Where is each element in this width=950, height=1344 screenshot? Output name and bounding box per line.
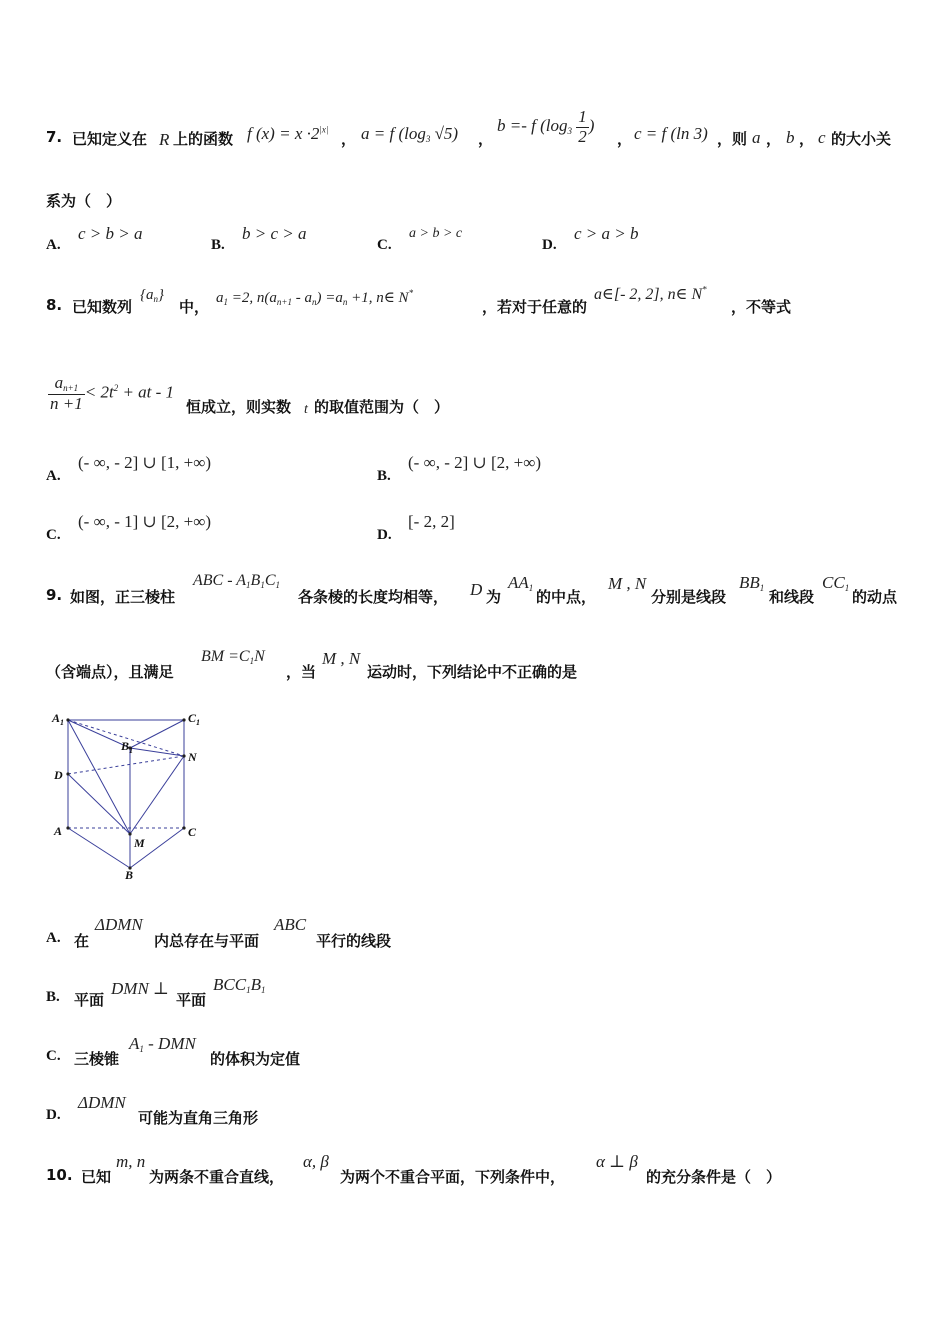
q9-cc1: $CC_1$ bbox=[822, 573, 850, 593]
q7-option-c-label[interactable]: C. bbox=[377, 237, 392, 253]
q8-number: 8. bbox=[46, 296, 63, 314]
q9-var-D: D bbox=[470, 580, 483, 599]
q9-text-6: 和线段 bbox=[769, 588, 815, 606]
q7-text-1: 已知定义在 bbox=[72, 130, 148, 148]
q8-condition: a∈[- 2, 2], n∈ N* bbox=[594, 284, 707, 303]
label-C1: $C_1$ bbox=[188, 711, 201, 727]
q9-mn: M , N bbox=[608, 574, 647, 593]
q9-option-d-expr[interactable]: ΔDMN bbox=[78, 1093, 126, 1112]
q8-option-a-label[interactable]: A. bbox=[46, 468, 61, 484]
q10-text-1: 已知 bbox=[81, 1168, 112, 1186]
q9-option-a-label[interactable]: A. bbox=[46, 930, 61, 946]
q9-text-2: 各条棱的长度均相等， bbox=[298, 588, 449, 606]
q8-option-b[interactable]: (- ∞, - 2] ∪ [2, +∞) bbox=[408, 453, 542, 472]
q8-text-4: ，不等式 bbox=[731, 298, 792, 316]
q8-sequence: $\{a_n\}$ bbox=[140, 287, 164, 304]
q7-text-2: 上的函数 bbox=[173, 130, 234, 148]
q8-option-a[interactable]: (- ∞, - 2] ∪ [1, +∞) bbox=[78, 453, 212, 472]
label-A1: $A_1$ bbox=[52, 711, 65, 727]
q9-equation: BM $=C_1N$ bbox=[201, 648, 265, 666]
q8-option-b-label[interactable]: B. bbox=[377, 468, 391, 484]
q7-option-b[interactable]: b > c > a bbox=[242, 224, 307, 243]
q7-f-def: f $(x) = x \cdot 2^{|x|}$ bbox=[247, 124, 329, 143]
q7-b-fraction: $\frac{1}{2}$ bbox=[578, 107, 587, 146]
q9-text-8: （含端点），且满足 bbox=[46, 663, 174, 681]
q8-inequality: $\frac{a_{n+1}}{n +1}$ < $2t^2$ + at - 1 bbox=[50, 373, 175, 413]
q9-option-c-post[interactable]: 的体积为定值 bbox=[210, 1050, 301, 1068]
q8-recurrence: $a_1 =2$, $n(a_{n+1} - a_n) =a_n +1$, n∈ N* bbox=[216, 288, 414, 307]
q9-prism: ABC - $A_1B_1C_1$ bbox=[193, 572, 280, 590]
q8-inequality-fraction: $\frac{a_{n+1}}{n +1}$ bbox=[50, 373, 83, 413]
q7-text-4: 的大小关 bbox=[831, 130, 892, 148]
q8-text-2: 中， bbox=[179, 298, 210, 316]
q9-option-d-post[interactable]: 可能为直角三角形 bbox=[138, 1109, 259, 1127]
q7-var-R: R bbox=[159, 130, 170, 149]
q7-b-expr: b =- f ($\log_3$ $\frac{1}{2}$ ) bbox=[497, 107, 595, 146]
q9-option-c-pre[interactable]: 三棱锥 bbox=[74, 1050, 120, 1068]
label-C: C bbox=[188, 825, 197, 839]
q7-option-a-label[interactable]: A. bbox=[46, 237, 61, 253]
q8-option-c[interactable]: (- ∞, - 1] ∪ [2, +∞) bbox=[78, 512, 212, 531]
q9-option-a-mid[interactable]: 内总存在与平面 bbox=[154, 932, 260, 950]
q7-option-b-label[interactable]: B. bbox=[211, 237, 225, 253]
label-N: N bbox=[188, 750, 197, 764]
q9-bb1: $BB_1$ bbox=[739, 573, 765, 593]
q7-var-a: a bbox=[752, 128, 761, 147]
q9-option-a-expr2[interactable]: ABC bbox=[274, 915, 307, 934]
q9-option-b-label[interactable]: B. bbox=[46, 989, 60, 1005]
q7-text-5: 系为（ ） bbox=[46, 192, 122, 210]
q9-mn-2: M , N bbox=[322, 649, 361, 668]
q8-text-1: 已知数列 bbox=[72, 298, 133, 316]
q8-var-t: t bbox=[304, 402, 308, 417]
q9-option-c-label[interactable]: C. bbox=[46, 1048, 61, 1064]
q8-option-d[interactable]: [- 2, 2] bbox=[408, 512, 455, 531]
q9-option-c-expr[interactable]: $A_1$ - DMN bbox=[129, 1034, 196, 1054]
q10-text-3: 为两个不重合平面，下列条件中， bbox=[340, 1168, 566, 1186]
q10-number: 10. bbox=[46, 1166, 73, 1184]
q9-text-4: 的中点， bbox=[536, 588, 597, 606]
q7-comma-1: ， bbox=[341, 130, 357, 148]
q9-text-3: 为 bbox=[486, 588, 502, 606]
q7-comma-5: ， bbox=[799, 130, 815, 148]
q8-text-3: ，若对于任意的 bbox=[482, 298, 588, 316]
q10-text-2: 为两条不重合直线， bbox=[149, 1168, 285, 1186]
label-M: M bbox=[134, 836, 145, 850]
label-D: D bbox=[54, 768, 63, 782]
q9-option-b-mid[interactable]: 平面 bbox=[176, 991, 207, 1009]
q8-text-5: 恒成立，则实数 bbox=[186, 398, 292, 416]
q9-text-10: 运动时，下列结论中不正确的是 bbox=[367, 663, 578, 681]
q9-option-a-post[interactable]: 平行的线段 bbox=[316, 932, 392, 950]
q10-text-4: 的充分条件是（ ） bbox=[646, 1168, 782, 1186]
q9-option-b-pre[interactable]: 平面 bbox=[74, 991, 105, 1009]
q7-a-expr: a = f ($\log_3$ √5) bbox=[361, 124, 459, 144]
q9-option-b-expr[interactable]: DMN ⊥ bbox=[111, 979, 170, 998]
q7-option-d-label[interactable]: D. bbox=[542, 237, 557, 253]
q9-number: 9. bbox=[46, 586, 63, 604]
prism-dashed-edges bbox=[68, 720, 184, 828]
q10-mn: m, n bbox=[116, 1152, 146, 1171]
label-B1: $B_1$ bbox=[121, 739, 134, 755]
q9-aa1: $AA_1$ bbox=[508, 573, 534, 593]
q10-alpha-beta: α, β bbox=[303, 1152, 329, 1171]
q9-text-9: ，当 bbox=[286, 663, 317, 681]
q9-prism-figure bbox=[46, 708, 216, 888]
q8-option-d-label[interactable]: D. bbox=[377, 527, 392, 543]
q7-comma-2: ， bbox=[478, 130, 494, 148]
q7-option-c[interactable]: a > b > c bbox=[409, 226, 463, 241]
q7-comma-3: ， bbox=[617, 130, 633, 148]
q7-c-expr: c = f (ln 3) bbox=[634, 124, 708, 143]
q7-var-b: b bbox=[786, 128, 795, 147]
q9-option-a-pre[interactable]: 在 bbox=[74, 932, 90, 950]
q9-option-a-expr[interactable]: ΔDMN bbox=[95, 915, 143, 934]
label-B: B bbox=[125, 868, 134, 882]
label-A: A bbox=[54, 824, 63, 838]
q7-var-c: c bbox=[818, 128, 826, 147]
q9-text-7: 的动点 bbox=[852, 588, 898, 606]
q9-text-1: 如图，正三棱柱 bbox=[70, 588, 176, 606]
q7-comma-4: ， bbox=[766, 130, 782, 148]
q9-option-b-expr2[interactable]: $BCC_1B_1$ bbox=[213, 975, 266, 995]
q7-text-3: ，则 bbox=[717, 130, 748, 148]
q7-number: 7. bbox=[46, 128, 63, 146]
q7-option-a[interactable]: c > b > a bbox=[78, 224, 143, 243]
q9-option-d-label[interactable]: D. bbox=[46, 1107, 61, 1123]
q7-option-d[interactable]: c > a > b bbox=[574, 224, 639, 243]
q8-text-6: 的取值范围为（ ） bbox=[314, 398, 450, 416]
q8-option-c-label[interactable]: C. bbox=[46, 527, 61, 543]
q10-perp: α ⊥ β bbox=[596, 1152, 638, 1171]
q9-text-5: 分别是线段 bbox=[651, 588, 727, 606]
